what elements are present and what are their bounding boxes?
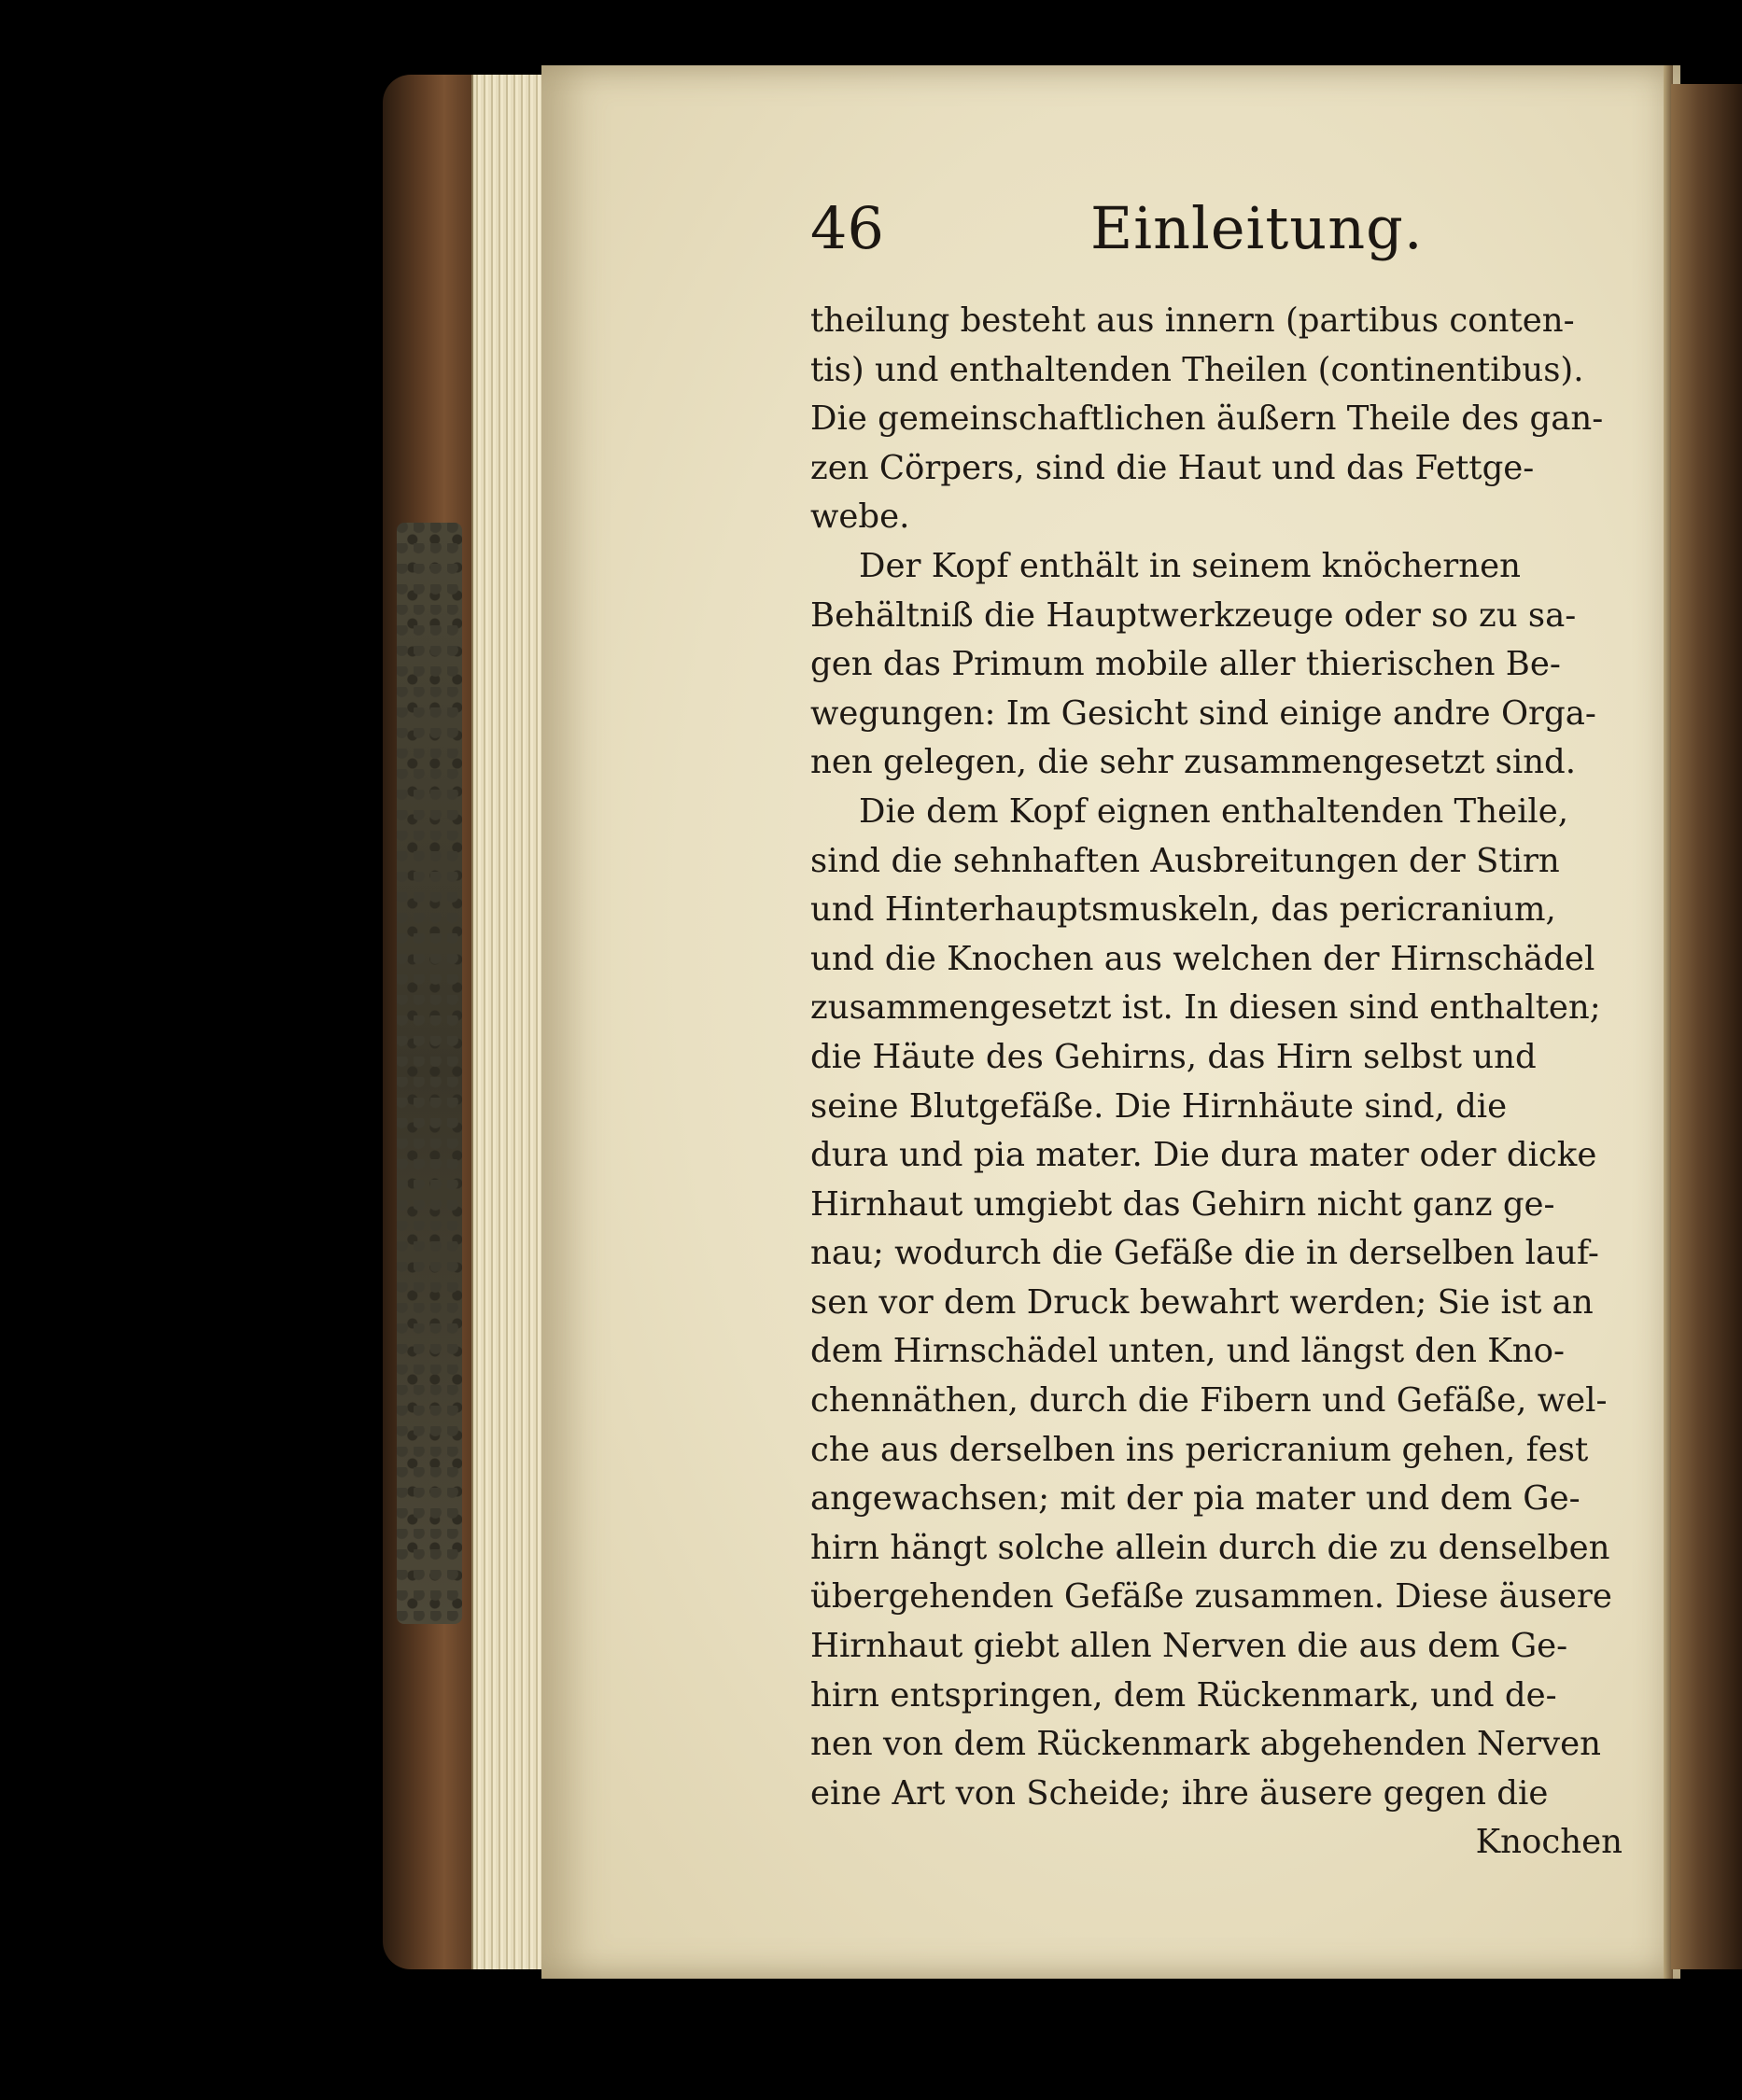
text-line: angewachsen; mit der pia mater und dem Ge- <box>810 1479 1580 1519</box>
text-line: che aus derselben ins pericranium gehen, fest <box>810 1430 1589 1469</box>
text-line: Die dem Kopf eignen enthaltenden Theile, <box>859 791 1569 831</box>
text-line: sen vor dem Druck bewahrt werden; Sie ist an <box>810 1282 1594 1322</box>
text-line: chennäthen, durch die Fibern und Gefäße, wel- <box>810 1381 1608 1421</box>
page-header <box>810 194 1651 278</box>
text-line: übergehenden Gefäße zusammen. Diese äusere <box>810 1577 1612 1617</box>
text-line: webe. <box>810 497 910 537</box>
text-line: nen von dem Rückenmark abgehenden Nerven <box>810 1725 1601 1764</box>
text-line: hirn entspringen, dem Rückenmark, und de- <box>810 1675 1557 1715</box>
binding-cover-texture <box>397 523 462 1624</box>
text-line: die Häute des Gehirns, das Hirn selbst und <box>810 1037 1537 1076</box>
text-line: seine Blutgefäße. Die Hirnhäute sind, die <box>810 1086 1508 1126</box>
text-line: wegungen: Im Gesicht sind einige andre Orga- <box>810 693 1596 733</box>
page-number: 46 <box>810 194 884 262</box>
text-line: eine Art von Scheide; ihre äusere gegen die <box>810 1773 1549 1813</box>
catchword: Knochen <box>1475 1823 1623 1862</box>
text-line: und die Knochen aus welchen der Hirnschädel <box>810 939 1595 978</box>
body-text <box>810 297 1632 1868</box>
text-line: zen Cörpers, sind die Haut und das Fettge- <box>810 448 1535 487</box>
text-line: dura und pia mater. Die dura mater oder dicke <box>810 1136 1597 1175</box>
text-line: gen das Primum mobile aller thierischen Be- <box>810 645 1561 684</box>
text-line: Hirnhaut umgiebt das Gehirn nicht ganz ge- <box>810 1184 1555 1224</box>
adjacent-page-edge <box>1671 84 1742 1969</box>
text-line: dem Hirnschädel unten, und längst den Kno- <box>810 1332 1566 1371</box>
page-edges <box>471 75 548 1969</box>
text-line: und Hinterhauptsmuskeln, das pericranium, <box>810 890 1556 930</box>
text-line: nau; wodurch die Gefäße die in derselben lauf- <box>810 1234 1599 1273</box>
text-line: Behältniß die Hauptwerkzeuge oder so zu sa- <box>810 595 1577 635</box>
text-line: Hirnhaut giebt allen Nerven die aus dem Ge- <box>810 1627 1568 1666</box>
text-line: tis) und enthaltenden Theilen (continentibus). <box>810 350 1584 389</box>
text-line: sind die sehnhaften Ausbreitungen der Stirn <box>810 841 1560 880</box>
text-line: hirn hängt solche allein durch die zu denselben <box>810 1528 1610 1567</box>
text-line: Der Kopf enthält in seinem knöchernen <box>859 546 1521 585</box>
text-line: theilung besteht aus innern (partibus conten- <box>810 301 1575 340</box>
text-line: Die gemeinschaftlichen äußern Theile des gan- <box>810 399 1604 439</box>
running-head: Einleitung. <box>1090 194 1424 262</box>
text-line: zusammengesetzt ist. In diesen sind enthalten; <box>810 988 1601 1028</box>
text-line: nen gelegen, die sehr zusammengesetzt sind. <box>810 743 1577 782</box>
